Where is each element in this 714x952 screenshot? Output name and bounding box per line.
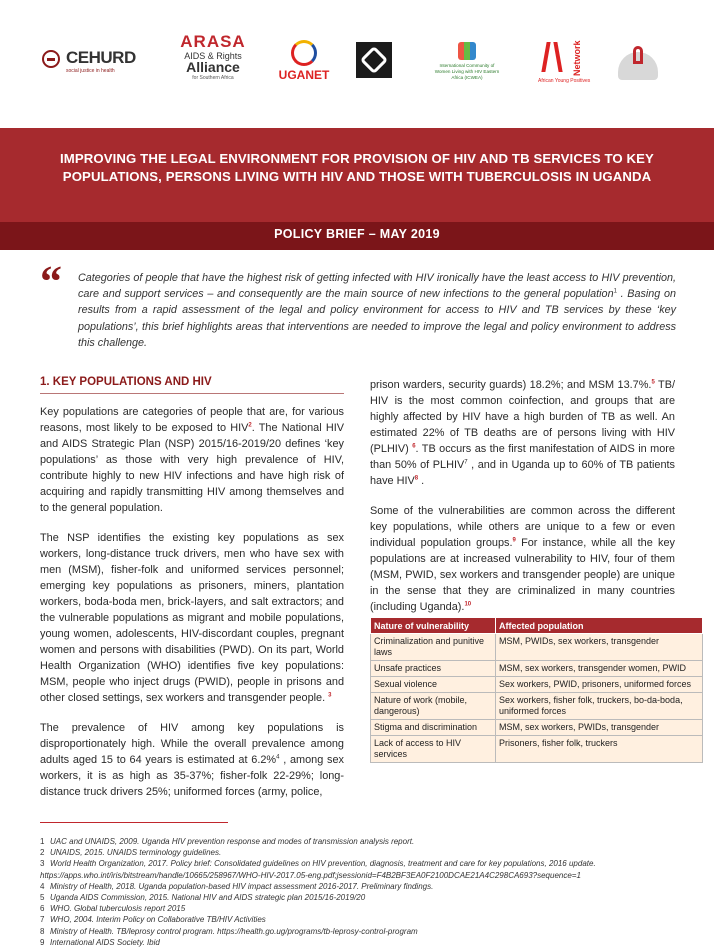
quote-icon: “ bbox=[40, 257, 62, 306]
arasa-line1: ARASA bbox=[180, 32, 246, 51]
footnote-ref: 10 bbox=[464, 601, 472, 608]
footnote bbox=[40, 892, 680, 903]
arasa-line3: Alliance bbox=[186, 59, 240, 75]
table-header-row bbox=[371, 618, 703, 634]
red-ribbon-icon bbox=[633, 46, 643, 64]
body-text: Key populations are categories of people that are, for various reasons, most likely to be exposed to HIV bbox=[40, 406, 344, 434]
table-cell: Prisoners, fisher folk, truckers bbox=[496, 736, 703, 763]
icwea-emblem-icon bbox=[458, 42, 476, 60]
table-row bbox=[371, 661, 703, 677]
footnote-number: 1 bbox=[40, 837, 45, 846]
cehurd-tagline: social justice in health bbox=[66, 68, 115, 74]
table-cell: Criminalization and punitive laws bbox=[371, 634, 496, 661]
ayp-logo bbox=[538, 40, 598, 90]
figure-icon bbox=[553, 42, 568, 72]
table-cell: Lack of access to HIV services bbox=[371, 736, 496, 763]
scales-icon bbox=[42, 50, 60, 68]
footnote-text: UNAIDS, 2015. UNAIDS terminology guidelines. bbox=[50, 848, 222, 858]
table-cell: Sex workers, PWID, prisoners, uniformed forces bbox=[496, 677, 703, 693]
footnote-ref: 8 bbox=[414, 475, 419, 482]
uganet-name: UGANET bbox=[278, 68, 330, 82]
intro-text: . Basing on results from a rapid assessment of the legal and policy environment for access to HIV and TB services by these ‘key populations’, this brief highlights areas that interventions are needed to improve the legal and policy environment to address this challenge. bbox=[78, 288, 676, 349]
document-subtitle: POLICY BRIEF – MAY 2019 bbox=[274, 227, 440, 241]
table-cell: Sex workers, fisher folk, truckers, bo-da-boda, uniformed forces bbox=[496, 693, 703, 720]
footnote-ref: 7 bbox=[464, 459, 468, 466]
intro-text: Categories of people that have the highest risk of getting infected with HIV ironically have the least access to HIV prevention, care and support services – and consequently are the main source of new infections to the general population bbox=[78, 272, 676, 301]
column-header: Affected population bbox=[496, 618, 703, 634]
section-heading: 1. KEY POPULATIONS AND HIV bbox=[40, 376, 212, 388]
arasa-line4: for Southern Africa bbox=[192, 75, 234, 81]
footnote-ref: 2 bbox=[248, 422, 252, 429]
ayp-text: African Young Positives bbox=[538, 78, 591, 84]
footnote bbox=[40, 926, 680, 937]
footnote-text: Ministry of Health, 2018. Uganda population-based HIV impact assessment 2016-2017. Preliminary findings. bbox=[50, 881, 434, 891]
footnote-number: 4 bbox=[40, 881, 45, 891]
table-row bbox=[371, 634, 703, 661]
partner-emblem-logo bbox=[356, 42, 392, 78]
icwea-text: International Community of Women Living with HIV Eastern Africa (ICWEA) bbox=[434, 63, 500, 80]
body-paragraph bbox=[370, 503, 675, 615]
footnote-ref: 3 bbox=[328, 692, 332, 699]
table-cell: MSM, sex workers, transgender women, PWID bbox=[496, 661, 703, 677]
body-paragraph bbox=[40, 720, 344, 800]
footnote-text: Ministry of Health. TB/leprosy control program. https://health.go.ug/programs/tb-leprosy-control-program bbox=[50, 926, 418, 936]
table-row bbox=[371, 693, 703, 720]
footnote-ref: 4 bbox=[276, 754, 280, 761]
body-text: The NSP identifies the existing key populations as sex workers, long-distance truck drivers, men who have sex with men (MSM), fisher-folk and uniformed services personnel; emerging key populations as prisoners, miners, plantation workers, boda-boda men, brick-layers, and salt extractors; and the vulnerable populations as migrant and mobile populations, young women, adolescents, HIV-discordant couples, pregnant women and persons with disabilities (PWD). On its part, World Health Organization (WHO) identifies five key populations: MSM, people who inject drugs (PWID), people in prisons and other closed settings, sex workers and transgender people. bbox=[40, 532, 344, 704]
table-cell: Sexual violence bbox=[371, 677, 496, 693]
cehurd-logo bbox=[42, 48, 142, 78]
arasa-logo bbox=[178, 32, 248, 92]
column-header: Nature of vulnerability bbox=[371, 618, 496, 634]
footnote-text: WHO, 2004. Interim Policy on Collaborative TB/HIV Activities bbox=[50, 915, 266, 925]
footnote bbox=[40, 903, 680, 914]
body-text: prison warders, security guards) 18.2%; and MSM 13.7%. bbox=[370, 379, 652, 391]
ribbon-logo bbox=[618, 46, 658, 88]
footnote-ref: 5 bbox=[651, 379, 655, 386]
table-cell: Stigma and discrimination bbox=[371, 720, 496, 736]
title-banner bbox=[0, 128, 714, 250]
body-text: The prevalence of HIV among key populations is disproportionately high. While the overall prevalence among adults aged 15 to 64 years is estimated at 6.2% bbox=[40, 722, 344, 766]
left-column bbox=[40, 376, 344, 814]
footnote bbox=[40, 937, 680, 948]
icwea-logo bbox=[432, 42, 502, 88]
table-cell: Unsafe practices bbox=[371, 661, 496, 677]
footnote-number: 6 bbox=[40, 904, 45, 914]
footnote-number: 8 bbox=[40, 926, 45, 936]
footnote-ref: 1 bbox=[613, 288, 617, 295]
footnote-text: WHO. Global tuberculosis report 2015 bbox=[50, 904, 186, 914]
body-text: . The National HIV and AIDS Strategic Plan (NSP) 2015/16-2019/20 defines ‘key populations’ as those with very high prevalence of HIV, contribute highly to new HIV infections and have high risk of acquiring and rapidly transmitting HIV among themselves and to the general population. bbox=[40, 422, 344, 514]
vulnerability-table bbox=[370, 617, 703, 763]
heading-divider bbox=[40, 393, 344, 394]
footnote-number: 3 bbox=[40, 859, 45, 869]
vulnerability-table-wrapper bbox=[370, 615, 703, 763]
footnote-number: 9 bbox=[40, 937, 45, 947]
footnote-text: Uganda AIDS Commission, 2015. National HIV and AIDS strategic plan 2015/16-2019/20 bbox=[50, 893, 366, 903]
table-cell: MSM, PWIDs, sex workers, transgender bbox=[496, 634, 703, 661]
body-text: For instance, while all the key populations are at increased vulnerability to HIV, four of them (MSM, PWID, sex workers and transgender people) are unique in the sense that they are criminalized in many countries (including Uganda). bbox=[370, 537, 675, 613]
footnote-text: UAC and UNAIDS, 2009. Uganda HIV prevention response and modes of transmission analysis report. bbox=[50, 837, 415, 846]
right-column bbox=[370, 377, 675, 629]
uganet-logo bbox=[274, 40, 334, 90]
body-text: TB/ HIV is the most common coinfection, and groups that are highly affected by HIV have a high burden of TB as well. An estimated 22% of TB deaths are of persons living with HIV (PLHIV) bbox=[370, 379, 675, 455]
footnote-number: 5 bbox=[40, 893, 45, 903]
body-text: . bbox=[418, 475, 425, 487]
footnote bbox=[40, 858, 680, 880]
footnote-divider bbox=[40, 822, 228, 823]
footnote bbox=[40, 881, 680, 892]
document-title: IMPROVING THE LEGAL ENVIRONMENT FOR PROVISION OF HIV AND TB SERVICES TO KEY POPULATIONS, PERSONS LIVING WITH HIV AND THOSE WITH TUBERCULOSIS IN UGANDA bbox=[60, 151, 654, 184]
cehurd-name: CEHURD bbox=[66, 48, 136, 67]
footnote-number: 7 bbox=[40, 915, 45, 925]
partner-logos bbox=[0, 30, 714, 100]
body-text: . TB occurs as the first manifestation of AIDS in more than 50% of PLHIV bbox=[370, 443, 675, 471]
body-paragraph bbox=[370, 377, 675, 489]
footnote-ref: 9 bbox=[512, 537, 516, 544]
body-text: Some of the vulnerabilities are common across the different key populations, while others are unique to a few or even individual population groups. bbox=[370, 505, 675, 549]
body-text: , among sex workers, it is as high as 35-37%; fisher-folk 22-29%; long-distance truck drivers 25%; uniformed forces (army, police, bbox=[40, 754, 344, 798]
diamond-emblem-icon bbox=[360, 46, 388, 74]
table-cell: Nature of work (mobile, dangerous) bbox=[371, 693, 496, 720]
footnote-ref: 6 bbox=[412, 443, 416, 450]
arasa-line2: AIDS & Rights bbox=[184, 51, 242, 61]
footnote bbox=[40, 836, 680, 847]
body-paragraph bbox=[40, 404, 344, 516]
footnotes-list bbox=[40, 836, 680, 948]
uganet-emblem-icon bbox=[291, 40, 317, 66]
footnote bbox=[40, 847, 680, 858]
table-cell: MSM, sex workers, PWIDs, transgender bbox=[496, 720, 703, 736]
body-paragraph bbox=[40, 530, 344, 706]
ayp-network: Network bbox=[572, 40, 582, 76]
body-text: , and in Uganda up to 60% of TB patients have HIV bbox=[370, 459, 675, 487]
footnote-text: International AIDS Society. Ibid bbox=[50, 937, 160, 947]
footnote bbox=[40, 914, 680, 925]
intro-paragraph bbox=[78, 270, 676, 351]
footnote-text: World Health Organization, 2017. Policy brief: Consolidated guidelines on HIV prevention, diagnosis, treatment and care for key populations, 2016 update. https://apps.who.int/iris/bitstream/handle/10665/258967/WHO-HIV-2017.05-eng.pdf;jsessionid=F4B2BF3EA0F2100DCAE21A4C298CA693?sequence=1 bbox=[40, 859, 596, 880]
table-row bbox=[371, 720, 703, 736]
table-row bbox=[371, 736, 703, 763]
footnote-number: 2 bbox=[40, 848, 45, 858]
table-row bbox=[371, 677, 703, 693]
